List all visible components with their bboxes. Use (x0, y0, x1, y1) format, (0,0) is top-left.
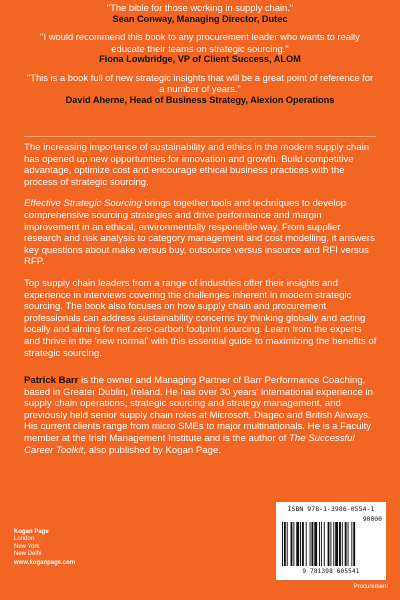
barcode-bar (302, 522, 304, 566)
publisher-city: London (14, 536, 35, 542)
barcode-bar (314, 522, 317, 566)
barcode-bar (324, 522, 325, 566)
quote-text: "This is a book full of new strategic insights that will be a great point of reference for a number of years." (26, 71, 374, 94)
author-bio-text-end: , also published by Kogan Page. (83, 444, 221, 456)
description-paragraph-2 (24, 198, 378, 268)
barcode-bar (353, 522, 355, 566)
barcode-bar (296, 522, 299, 566)
section-divider (24, 136, 376, 137)
barcode-bar (345, 522, 347, 566)
other-book-title: The Successful Career Toolkit (24, 433, 355, 456)
quote-3 (24, 72, 376, 107)
quote-1 (24, 2, 376, 25)
isbn-barcode (276, 502, 386, 580)
barcode-bar (310, 522, 311, 566)
publisher-block (14, 528, 104, 567)
barcode-bar (319, 522, 320, 566)
author-bio-text: is the owner and Managing Partner of Barr Performance Coaching, based in Greater Dublin, Ireland. He has over 30 years' international experience in supply chain operations, strategic sourcing and strategy management, and previously held senior supply chain roles at Microsoft, Diageo and British Airways. His current clients range from micro SMEs to major multinationals. He is a Faculty member at the Irish Management Institute and is the author of (24, 375, 374, 445)
price-code: 90000 (362, 515, 382, 523)
quote-author: David Aherne, Head of Business Strategy, Alexion Operations (65, 94, 335, 105)
barcode-bar (284, 522, 286, 566)
quote-author: Fiona Lowbridge, VP of Client Success, ALOM (99, 54, 301, 64)
quote-text: "I would recommend this book to any procurement leader who wants to really educate their teams on strategic sourcing." (40, 31, 360, 54)
publisher-city: New York (14, 543, 40, 550)
publisher-name: Kogan Page (14, 529, 49, 535)
description-text: brings together tools and techniques to develop comprehensive sourcing strategies and drive performance and margin improvement in an ethical, environmentally responsible way. From supplier research and risk analysis to category management and cost modelling, it answers key questions about make versus buy, outsource versus insource and RFI versus RFP. (24, 198, 375, 268)
barcode-bar (293, 522, 294, 566)
barcode-digits: 9 781398 605541 (302, 568, 360, 575)
barcode-bars (280, 522, 382, 568)
barcode-bar (311, 522, 313, 566)
barcode-bar (339, 522, 341, 566)
book-category: Procurement (353, 584, 388, 590)
description-paragraph-1: The increasing importance of sustainability and ethics in the modern supply chain has opened up new opportunities for innovation and growth. Build competitive advantage, optimize cost and encourage ethical business practices with the process of strategic sourcing. (24, 142, 370, 188)
isbn-number: ISBN 978-1-3986-0554-1 (287, 505, 375, 513)
endorsement-quotes (24, 0, 376, 112)
barcode-bar (351, 522, 352, 566)
author-name: Patrick Barr (24, 375, 79, 387)
quote-author: Sean Conway, Managing Director, Dutec (112, 13, 288, 24)
barcode-bar (282, 522, 283, 566)
barcode-bar (335, 522, 338, 566)
back-cover-text (24, 142, 378, 466)
quote-text: "The bible for those working in supply chain." (106, 2, 294, 13)
barcode-bar (328, 522, 330, 566)
book-title: Effective Strategic Sourcing (24, 198, 142, 210)
barcode-bar (348, 522, 349, 566)
barcode-bar (300, 522, 301, 566)
publisher-city: New Delhi (14, 551, 42, 557)
barcode-bar (321, 522, 322, 566)
barcode-bar (333, 522, 334, 566)
publisher-url: www.koganpage.com (14, 559, 76, 566)
barcode-bar (330, 522, 331, 566)
author-bio (24, 375, 378, 456)
description-paragraph-3: Top supply chain leaders from a range of industries offer their insights and experience in interviews covering the challenges inherent in modern strategic sourcing. The book also focuses on how supply chain and procurement professionals can address sustainability concerns by thinking globally and acting locally and aiming for net zero carbon footprint sourcing. Learn from the experts and thrive in the 'new normal' with this essential guide to maximizing the benefits of strategic sourcing. (24, 277, 377, 359)
quote-2 (24, 31, 376, 66)
barcode-bar (306, 522, 307, 566)
barcode-bar (287, 522, 288, 566)
barcode-bar (291, 522, 293, 566)
barcode-bar (342, 522, 343, 566)
